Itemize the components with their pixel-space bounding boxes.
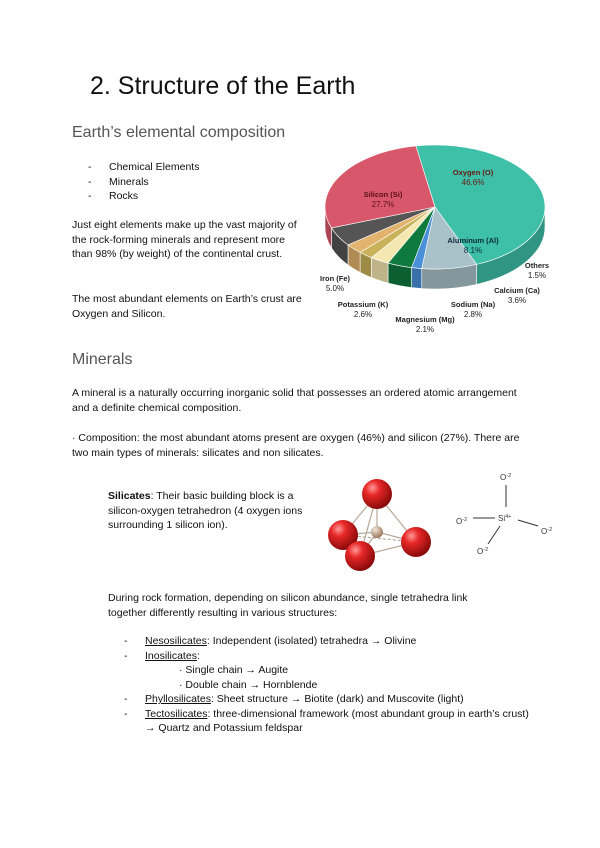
pie-slices [325, 145, 545, 269]
slice-name-label: Silicon (Si) [363, 190, 403, 199]
silicates-term: Silicates [108, 490, 151, 502]
slice-value-label: 1.5% [527, 271, 547, 280]
slice-name-label: Sodium (Na) [450, 300, 496, 309]
slice-name-label: Oxygen (O) [452, 168, 494, 177]
abundance-paragraph: The most abundant elements on Earth’s crust are Oxygen and Silicon. [72, 293, 302, 320]
rock-formation-paragraph: During rock formation, depending on silicon abundance, single tetrahedra link together differently resulting in various structures: [108, 592, 468, 619]
list-item: - Rocks [88, 190, 139, 202]
slice-name-label: Calcium (Ca) [494, 286, 540, 295]
oxygen-left-label: $O^{-2}$ [456, 517, 468, 526]
list-item: - Tectosilicates: three-dimensional framework (most abundant group in earth’s crust) → Quartz and Potassium feldspar [124, 707, 529, 734]
slice-name-label: Iron (Fe) [320, 274, 350, 283]
list-item: - Inosilicates: · Single chain → Augite · Double chain → Hornblende [124, 649, 534, 693]
composition-note: · Composition: the most abundant atoms present are oxygen (46%) and silicon (27%). There are two main types of minerals: silicates and non silicates. [72, 432, 520, 459]
silicon-label: $Si^{4+}$ [498, 514, 512, 523]
elements-pie-chart [305, 135, 565, 350]
composition-paragraph: Just eight elements make up the vast majority of the rock-forming minerals and represent more than 98% (by weight) of the continental crust. [72, 219, 297, 260]
section-heading-composition: Earth’s elemental composition [72, 124, 286, 141]
slice-value-label: 3.6% [507, 296, 527, 305]
silicon-atom [371, 526, 383, 538]
oxygen-bottom-label: $O^{-2}$ [477, 547, 489, 556]
silicates-paragraph [108, 489, 318, 533]
oxygen-top-label: $O^{-2}$ [500, 473, 512, 482]
pie-slice-side [412, 268, 422, 289]
oxygen-atom [401, 527, 431, 557]
slice-name-label: Magnesium (Mg) [395, 315, 455, 324]
page-title: 2. Structure of the Earth [90, 72, 356, 100]
oxygen-atom [345, 541, 375, 571]
element-list [88, 160, 288, 204]
silicate-structures-list [124, 634, 534, 736]
list-item: - Chemical Elements [88, 161, 200, 173]
mineral-definition: A mineral is a naturally occurring inorganic solid that possesses an ordered atomic arrangement and a definite chemical composition. [72, 387, 517, 414]
silicate-formula [448, 468, 568, 563]
slice-value-label: 2.6% [353, 310, 373, 319]
slice-value-label: 27.7% [371, 200, 395, 209]
slice-name-label: Aluminum (Al) [447, 236, 499, 245]
slice-value-label: 2.1% [415, 325, 435, 334]
section-heading-minerals: Minerals [72, 351, 133, 368]
tetrahedron-model [318, 470, 438, 580]
slice-name-label: Others [524, 261, 550, 270]
list-item: - Phyllosilicates: Sheet structure → Biotite (dark) and Muscovite (light) [124, 693, 464, 705]
single-chain-item: · Single chain → Augite [179, 664, 289, 676]
slice-value-label: 5.0% [325, 284, 345, 293]
list-item: - Minerals [88, 175, 149, 188]
slice-name-label: Potassium (K) [337, 300, 389, 309]
silicates-description: : Their basic building block is a silicon-oxygen tetrahedron (4 oxygen ions surrounding 1 silicon ion). [108, 490, 303, 531]
list-item: - Nesosilicates: Independent (isolated) tetrahedra → Olivine [124, 635, 417, 647]
double-chain-item: · Double chain → Hornblende [179, 678, 318, 691]
oxygen-right-label: $O^{-2}$ [541, 527, 553, 536]
slice-value-label: 2.8% [463, 310, 483, 319]
slice-value-label: 8.1% [463, 246, 483, 255]
slice-value-label: 46.6% [461, 178, 485, 187]
oxygen-atom [362, 479, 392, 509]
